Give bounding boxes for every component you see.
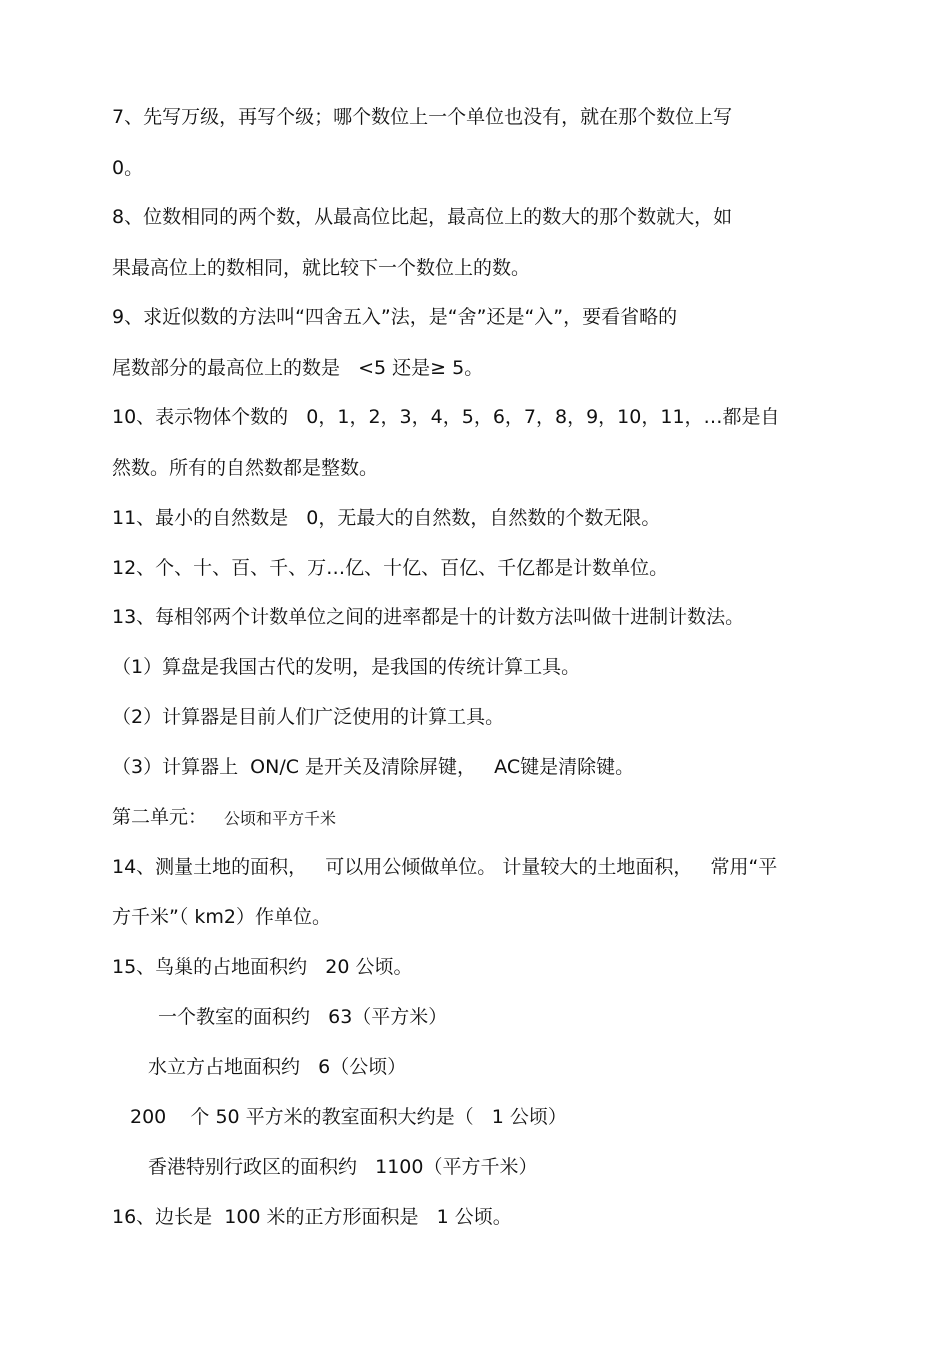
paragraph-16: 16、边长是 100 米的正方形面积是 1 公顷。: [112, 1206, 512, 1228]
paragraph-14-line-2: 方千米”（ km2）作单位。: [112, 906, 331, 928]
sub-item-3: （3）计算器上 ON/C 是开关及清除屏键， AC键是清除键。: [112, 756, 635, 778]
sub-item-1: （1）算盘是我国古代的发明，是我国的传统计算工具。: [112, 656, 581, 678]
paragraph-10-line-1: 10、表示物体个数的 0，1，2，3，4，5，6，7，8，9，10，11，…都是自: [112, 406, 780, 428]
paragraph-13: 13、每相邻两个计数单位之间的进率都是十的计数方法叫做十进制计数法。: [112, 606, 745, 628]
example-water-cube: 水立方占地面积约 6（公顷）: [148, 1056, 407, 1078]
paragraph-7-line-2: 0。: [112, 157, 144, 179]
paragraph-14-line-1: 14、测量土地的面积， 可以用公倾做单位。 计量较大的土地面积， 常用“平: [112, 856, 778, 878]
paragraph-11: 11、最小的自然数是 0，无最大的自然数，自然数的个数无限。: [112, 507, 661, 529]
example-hong-kong: 香港特别行政区的面积约 1100（平方千米）: [148, 1156, 538, 1178]
paragraph-9-line-1: 9、求近似数的方法叫“四舍五入”法，是“舍”还是“入”，要看省略的: [112, 306, 678, 328]
example-classroom: 一个教室的面积约 63（平方米）: [158, 1006, 448, 1028]
paragraph-8-line-2: 果最高位上的数相同，就比较下一个数位上的数。: [112, 257, 531, 279]
paragraph-12: 12、个、十、百、千、万…亿、十亿、百亿、千亿都是计数单位。: [112, 557, 669, 579]
paragraph-7-line-1: 7、先写万级，再写个级；哪个数位上一个单位也没有，就在那个数位上写: [112, 106, 733, 128]
paragraph-8-line-1: 8、位数相同的两个数，从最高位比起，最高位上的数大的那个数就大，如: [112, 206, 733, 228]
paragraph-10-line-2: 然数。所有的自然数都是整数。: [112, 457, 379, 479]
sub-item-2: （2）计算器是目前人们广泛使用的计算工具。: [112, 706, 505, 728]
example-classrooms-total: 200 个 50 平方米的教室面积大约是（ 1 公顷）: [130, 1106, 567, 1128]
paragraph-9-line-2: 尾数部分的最高位上的数是 <5 还是≥ 5。: [112, 357, 484, 379]
paragraph-15: 15、鸟巢的占地面积约 20 公顷。: [112, 956, 413, 978]
unit-heading: 第二单元：: [112, 806, 208, 828]
unit-title: 公顷和平方千米: [224, 809, 337, 828]
